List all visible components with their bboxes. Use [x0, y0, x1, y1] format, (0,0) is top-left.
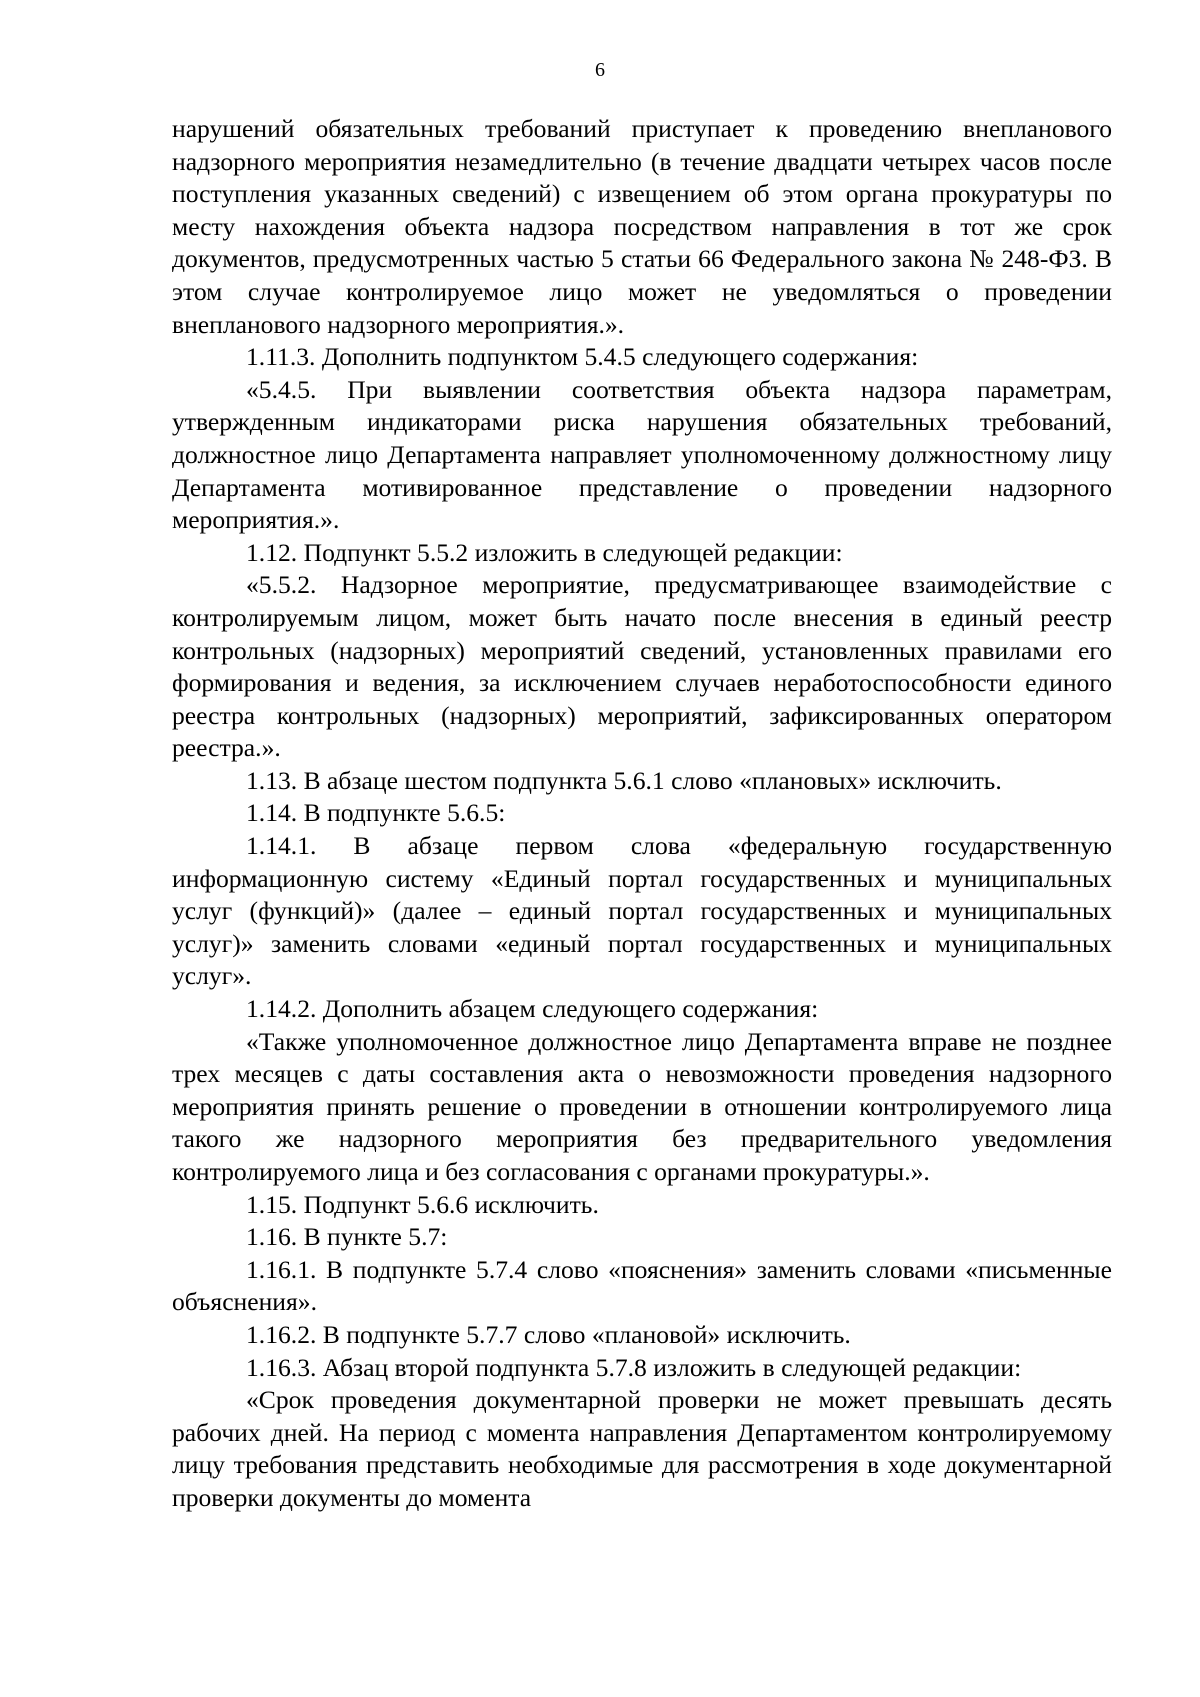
paragraph-1-14: 1.14. В подпункте 5.6.5:: [246, 798, 506, 828]
paragraph-1-16: 1.16. В пункте 5.7:: [246, 1222, 448, 1252]
paragraph-continuation: нарушений обязательных требований приступает к проведению внепланового надзорного мероприятия незамедлительно (в течение двадцати четырех часов после поступления указанных сведений) с извещением об этом органа прокуратуры по месту нахождения объекта надзора посредством направления в тот же срок документов, предусмотренных частью 5 статьи 66 Федерального закона № 248-ФЗ. В этом случае контролируемое лицо может не уведомляться о проведении внепланового надзорного мероприятия.».: [172, 114, 1112, 339]
document-body: [172, 113, 1112, 1515]
paragraph-1-14-2: 1.14.2. Дополнить абзацем следующего содержания:: [246, 994, 819, 1024]
paragraph-quote-also: «Также уполномоченное должностное лицо Департамента вправе не позднее трех месяцев с даты составления акта о невозможности проведения надзорного мероприятия принять решение о проведении в отношении контролируемого лица такого же надзорного мероприятия без предварительного уведомления контролируемого лица и без согласования с органами прокуратуры.».: [172, 1026, 1112, 1186]
paragraph-1-16-2: 1.16.2. В подпункте 5.7.7 слово «плановой» исключить.: [246, 1319, 851, 1349]
paragraph-1-15: 1.15. Подпункт 5.6.6 исключить.: [246, 1189, 599, 1219]
paragraph-1-16-1: 1.16.1. В подпункте 5.7.4 слово «пояснения» заменить словами «письменные объяснения».: [172, 1254, 1112, 1317]
paragraph-quote-deadline: «Срок проведения документарной проверки не может превышать десять рабочих дней. На период с момента направления Департаментом контролируемому лицу требования представить необходимые для рассмотрения в ходе документарной проверки документы до момента: [172, 1385, 1112, 1512]
paragraph-quote-5-4-5: «5.4.5. При выявлении соответствия объекта надзора параметрам, утвержденным индикаторами риска нарушения обязательных требований, должностное лицо Департамента направляет уполномоченному должностному лицу Департамента мотивированное представление о проведении надзорного мероприятия.».: [172, 374, 1112, 535]
paragraph-1-14-1: 1.14.1. В абзаце первом слова «федеральную государственную информационную систему «Единый портал государственных и муниципальных услуг (функций)» (далее – единый портал государственных и муниципальных услуг)» заменить словами «единый портал государственных и муниципальных услуг».: [172, 831, 1112, 991]
paragraph-1-13: 1.13. В абзаце шестом подпункта 5.6.1 слово «плановых» исключить.: [246, 765, 1002, 795]
paragraph-quote-5-5-2: «5.5.2. Надзорное мероприятие, предусматривающее взаимодействие с контролируемым лицом, может быть начато после внесения в единый реестр контрольных (надзорных) мероприятий сведений, установленных правилами его формирования и ведения, за исключением случаев неработоспособности единого реестра контрольных (надзорных) мероприятий, зафиксированных оператором реестра.».: [172, 570, 1112, 763]
page-number: 6: [595, 59, 605, 81]
paragraph-1-11-3: 1.11.3. Дополнить подпунктом 5.4.5 следующего содержания:: [246, 342, 919, 372]
paragraph-1-12: 1.12. Подпункт 5.5.2 изложить в следующей редакции:: [246, 537, 843, 567]
paragraph-1-16-3: 1.16.3. Абзац второй подпункта 5.7.8 изложить в следующей редакции:: [246, 1352, 1022, 1382]
